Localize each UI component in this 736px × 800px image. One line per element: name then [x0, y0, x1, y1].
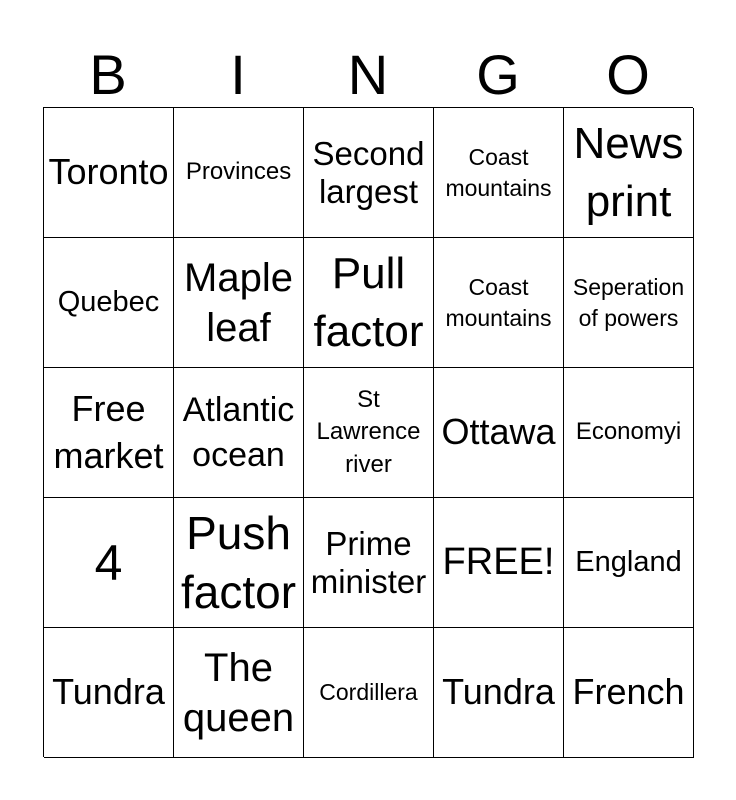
- bingo-cell[interactable]: [174, 498, 304, 628]
- bingo-cell[interactable]: [564, 238, 694, 368]
- bingo-cell[interactable]: [304, 628, 434, 758]
- cell-text: England: [575, 546, 682, 579]
- bingo-cell[interactable]: [44, 368, 174, 498]
- header-letter-g: G: [476, 43, 520, 106]
- bingo-cell[interactable]: [304, 498, 434, 628]
- cell-text: Coast mountains: [445, 144, 552, 201]
- bingo-cell[interactable]: [174, 628, 304, 758]
- cell-text: The queen: [182, 645, 295, 740]
- header-letter-o: O: [606, 43, 650, 106]
- cell-text: Cordillera: [319, 679, 418, 706]
- cell-text: News print: [573, 119, 684, 226]
- header-letter-i: I: [230, 43, 246, 106]
- cell-text: Free market: [53, 387, 164, 476]
- bingo-cell[interactable]: [174, 238, 304, 368]
- cell-text: Seperation of powers: [572, 274, 685, 331]
- free-space-cell[interactable]: [434, 498, 564, 628]
- bingo-cell[interactable]: [304, 108, 434, 238]
- bingo-cell[interactable]: [434, 108, 564, 238]
- bingo-cell[interactable]: [434, 628, 564, 758]
- cell-text: Economyi: [575, 418, 682, 446]
- bingo-cell[interactable]: [564, 368, 694, 498]
- cell-text: Pull factor: [313, 249, 424, 356]
- cell-text: Coast mountains: [445, 274, 552, 331]
- bingo-cell[interactable]: [44, 628, 174, 758]
- cell-text: Second largest: [312, 135, 425, 210]
- cell-text: Ottawa: [441, 411, 556, 453]
- free-space-label: FREE!: [442, 540, 555, 583]
- bingo-cell[interactable]: [564, 498, 694, 628]
- cell-text: Quebec: [57, 286, 160, 319]
- bingo-cell[interactable]: [44, 498, 174, 628]
- cell-text: French: [572, 671, 685, 713]
- bingo-cell[interactable]: [304, 368, 434, 498]
- cell-text: Tundra: [52, 671, 165, 713]
- bingo-cell[interactable]: [434, 368, 564, 498]
- cell-text: Prime minister: [310, 525, 427, 600]
- cell-text: Toronto: [48, 151, 169, 193]
- header-letter-n: N: [347, 43, 389, 106]
- bingo-cell[interactable]: [174, 108, 304, 238]
- cell-text: Maple leaf: [184, 255, 293, 350]
- cell-text: St Lawrence river: [316, 385, 421, 478]
- bingo-cell[interactable]: [44, 108, 174, 238]
- bingo-cell[interactable]: [564, 628, 694, 758]
- cell-text: Tundra: [442, 671, 555, 713]
- cell-text: Provinces: [185, 158, 292, 186]
- bingo-cell[interactable]: [174, 368, 304, 498]
- cell-text: Push factor: [180, 507, 297, 618]
- bingo-header: [43, 42, 693, 108]
- cell-text: Atlantic ocean: [182, 391, 295, 474]
- cell-text: 4: [94, 534, 123, 591]
- header-letter-b: B: [89, 43, 127, 106]
- bingo-cell[interactable]: [564, 108, 694, 238]
- bingo-board: [43, 107, 693, 757]
- bingo-cell[interactable]: [44, 238, 174, 368]
- bingo-cell[interactable]: [434, 238, 564, 368]
- bingo-cell[interactable]: [304, 238, 434, 368]
